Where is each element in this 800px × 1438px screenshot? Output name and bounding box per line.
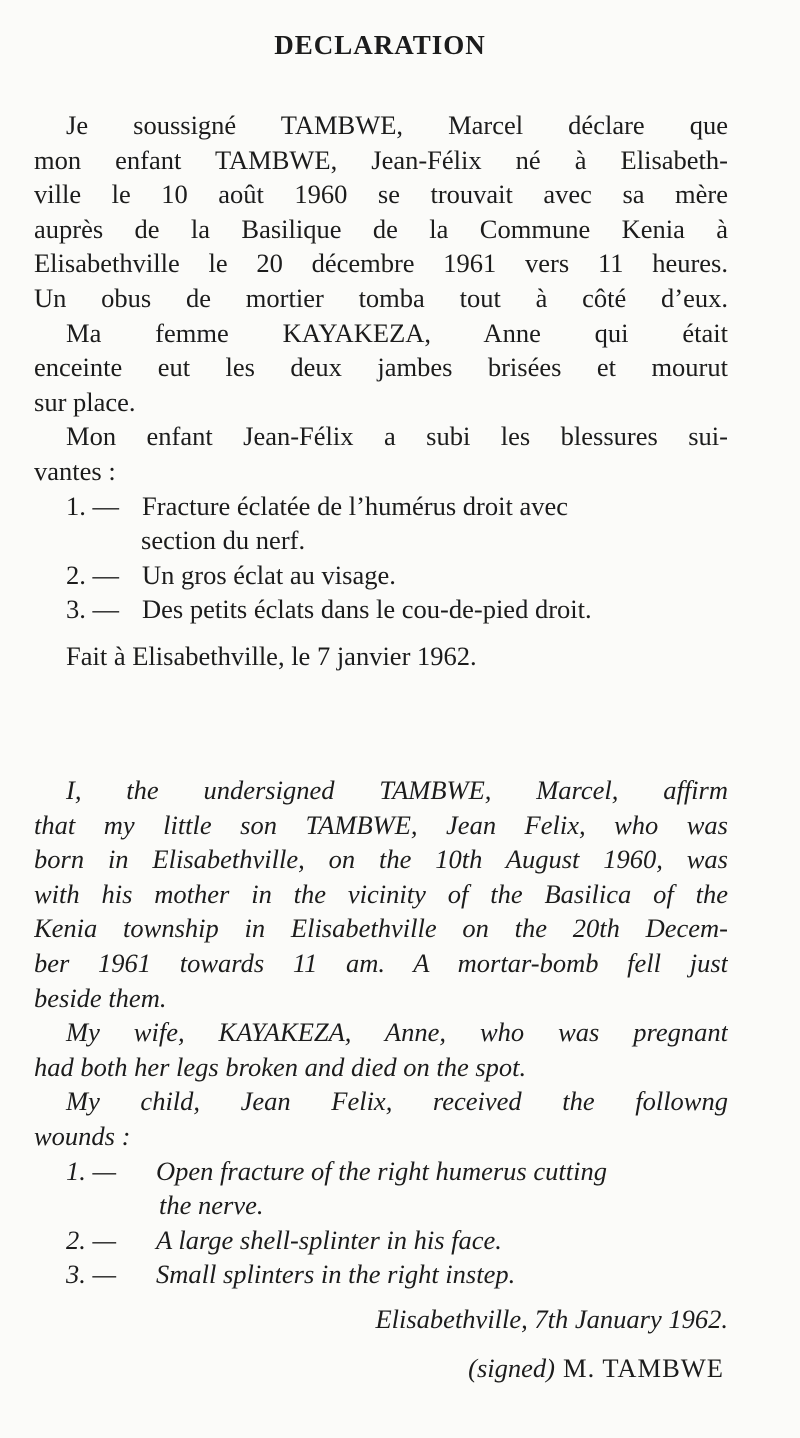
list-item-number: 1. — bbox=[66, 490, 119, 521]
list-item-text: Des petits éclats dans le cou-de-pied droit. bbox=[142, 594, 592, 625]
list-item-text: Fracture éclatée de l’humérus droit avec bbox=[142, 490, 568, 521]
text-line: that my little son TAMBWE, Jean Felix, who was bbox=[34, 809, 728, 840]
list-item-text: A large shell-splinter in his face. bbox=[156, 1224, 502, 1255]
text-line: auprès de la Basilique de la Commune Kenia à bbox=[34, 213, 728, 244]
signatory-name: M. TAMBWE bbox=[563, 1352, 724, 1383]
text-line: ber 1961 towards 11 am. A mortar-bomb fell just bbox=[34, 947, 728, 978]
text-line: Un obus de mortier tomba tout à côté d’eux. bbox=[34, 282, 728, 313]
list-item-number: 2. — bbox=[66, 1224, 117, 1255]
text-line: born in Elisabethville, on the 10th August 1960, was bbox=[34, 844, 728, 875]
text-line: with his mother in the vicinity of the Basilica of the bbox=[34, 878, 728, 909]
list-item-number: 3. — bbox=[66, 1259, 117, 1290]
list-item-number: 1. — bbox=[66, 1155, 117, 1186]
list-item-text: Small splinters in the right instep. bbox=[156, 1259, 516, 1290]
text-line: I, the undersigned TAMBWE, Marcel, affirm bbox=[66, 775, 728, 805]
list-item-number: 3. — bbox=[66, 594, 119, 625]
list-item-continuation: the nerve. bbox=[159, 1190, 264, 1221]
list-item bbox=[34, 592, 728, 627]
signature-line bbox=[34, 1351, 728, 1386]
text-line: Mon enfant Jean-Félix a subi les blessures sui- bbox=[66, 421, 728, 452]
text-line: had both her legs broken and died on the spot. bbox=[34, 1051, 527, 1082]
signed-label: (signed) bbox=[468, 1352, 556, 1383]
text-line: My child, Jean Felix, received the followng bbox=[66, 1086, 728, 1117]
text-line: vantes : bbox=[34, 455, 116, 486]
list-item bbox=[34, 489, 728, 524]
text-line: sur place. bbox=[34, 386, 136, 417]
document-title: DECLARATION bbox=[274, 30, 486, 60]
text-line: enceinte eut les deux jambes brisées et mourut bbox=[34, 352, 728, 383]
text-line: Ma femme KAYAKEZA, Anne qui était bbox=[66, 317, 728, 348]
list-item bbox=[34, 1154, 728, 1189]
text-line: Kenia township in Elisabethville on the 20th Decem- bbox=[34, 913, 728, 944]
english-translation bbox=[34, 773, 728, 1385]
text-line: beside them. bbox=[34, 982, 167, 1013]
list-item-continuation: section du nerf. bbox=[141, 525, 306, 556]
text-line: ville le 10 août 1960 se trouvait avec sa mère bbox=[34, 179, 728, 210]
list-item-number: 2. — bbox=[66, 559, 119, 590]
text-line: Je soussigné TAMBWE, Marcel déclare que bbox=[66, 110, 728, 140]
list-item-text: Open fracture of the right humerus cutting bbox=[156, 1155, 607, 1186]
french-date-line: Fait à Elisabethville, le 7 janvier 1962. bbox=[66, 640, 477, 671]
text-line: wounds : bbox=[34, 1120, 131, 1151]
french-declaration bbox=[34, 108, 728, 674]
list-item-text: Un gros éclat au visage. bbox=[142, 559, 396, 590]
english-date-line: Elisabethville, 7th January 1962. bbox=[375, 1303, 728, 1334]
list-item bbox=[34, 1257, 728, 1292]
text-line: mon enfant TAMBWE, Jean-Félix né à Elisabeth- bbox=[34, 144, 728, 175]
list-item bbox=[34, 558, 728, 593]
text-line: Elisabethville le 20 décembre 1961 vers 11 heures. bbox=[34, 248, 728, 279]
list-item bbox=[34, 1223, 728, 1258]
text-line: My wife, KAYAKEZA, Anne, who was pregnant bbox=[66, 1017, 728, 1048]
